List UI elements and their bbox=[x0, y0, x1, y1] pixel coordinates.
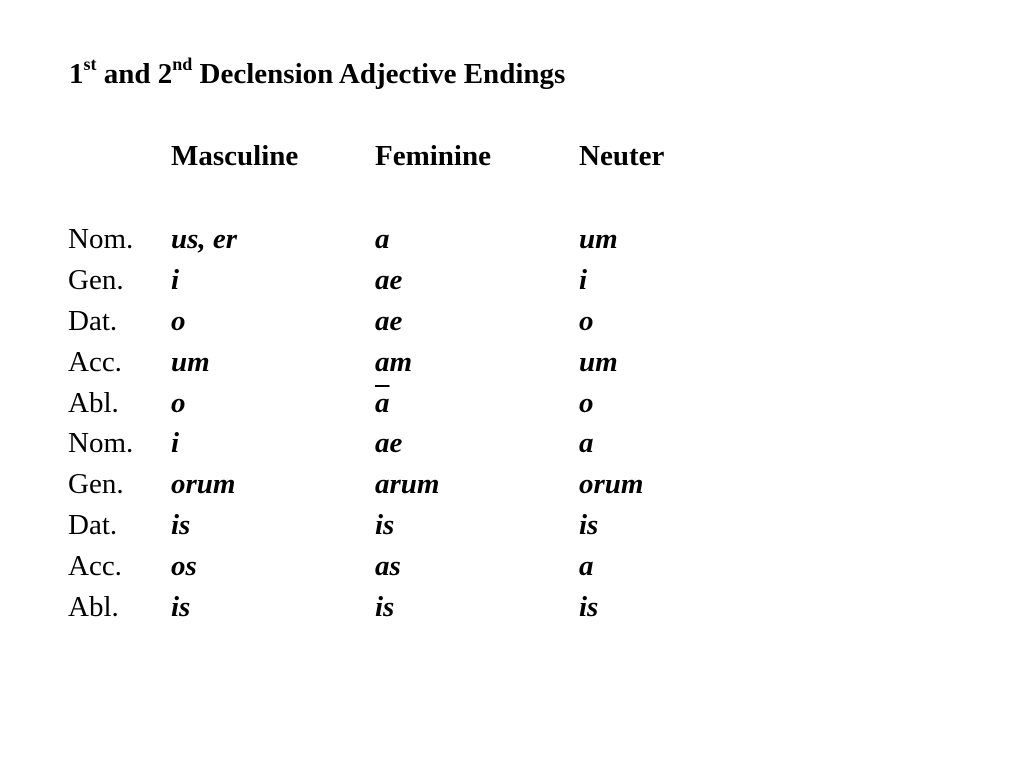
neuter-ending: a bbox=[579, 550, 594, 583]
neuter-ending: um bbox=[579, 345, 618, 378]
title-and: and bbox=[96, 58, 158, 90]
masculine-ending: um bbox=[171, 345, 210, 378]
header-feminine: Feminine bbox=[375, 140, 491, 172]
case-label: Acc. bbox=[68, 345, 122, 378]
masculine-ending: o bbox=[171, 304, 186, 337]
feminine-ending: as bbox=[375, 550, 401, 583]
masculine-ending: i bbox=[171, 263, 180, 296]
case-label: Gen. bbox=[68, 263, 124, 296]
table-row bbox=[0, 386, 1024, 427]
page-title bbox=[69, 54, 566, 91]
title-rest: Declension Adjective Endings bbox=[192, 58, 566, 90]
header-masculine: Masculine bbox=[171, 140, 299, 172]
neuter-ending: orum bbox=[579, 468, 644, 501]
case-label: Nom. bbox=[68, 223, 134, 255]
feminine-ending: is bbox=[375, 509, 395, 542]
table-row bbox=[0, 263, 1024, 304]
neuter-ending: a bbox=[579, 427, 594, 460]
feminine-ending-long-a: $\overline{a}$ bbox=[375, 386, 390, 419]
case-label: Dat. bbox=[68, 509, 118, 542]
table-row bbox=[0, 426, 1024, 467]
feminine-ending: ae bbox=[375, 263, 403, 296]
title-number-1: 1 bbox=[69, 58, 84, 90]
case-label: Nom. bbox=[68, 427, 134, 460]
feminine-ending: ae bbox=[375, 304, 403, 337]
feminine-ending: arum bbox=[375, 468, 440, 501]
table-row bbox=[0, 345, 1024, 386]
feminine-ending: ae bbox=[375, 427, 403, 460]
title-number-2: 2 bbox=[157, 58, 173, 90]
masculine-ending: us, er bbox=[171, 223, 238, 255]
masculine-ending: is bbox=[171, 591, 191, 624]
title-superscript-1: st bbox=[83, 54, 97, 75]
neuter-ending: is bbox=[579, 591, 599, 624]
neuter-ending: i bbox=[579, 263, 588, 296]
masculine-ending: orum bbox=[171, 468, 236, 501]
table-row bbox=[0, 222, 1024, 263]
case-label: Abl. bbox=[68, 591, 119, 624]
neuter-ending: o bbox=[579, 386, 594, 419]
neuter-ending: is bbox=[579, 509, 599, 542]
table-row bbox=[0, 549, 1024, 590]
case-label: Gen. bbox=[68, 468, 124, 501]
masculine-ending: i bbox=[171, 427, 180, 460]
endings-table bbox=[0, 222, 1024, 631]
table-row bbox=[0, 467, 1024, 508]
title-superscript-2: nd bbox=[172, 54, 193, 75]
table-row bbox=[0, 590, 1024, 631]
case-label: Dat. bbox=[68, 304, 118, 337]
masculine-ending: o bbox=[171, 386, 186, 419]
case-label: Abl. bbox=[68, 386, 119, 419]
header-neuter: Neuter bbox=[579, 140, 665, 172]
case-label: Acc. bbox=[68, 550, 122, 583]
table-row bbox=[0, 304, 1024, 345]
neuter-ending: um bbox=[579, 223, 618, 255]
masculine-ending: is bbox=[171, 509, 191, 542]
feminine-ending: am bbox=[375, 345, 413, 378]
feminine-ending: is bbox=[375, 591, 395, 624]
table-row bbox=[0, 508, 1024, 549]
feminine-ending: a bbox=[375, 223, 390, 255]
masculine-ending: os bbox=[171, 550, 197, 583]
neuter-ending: o bbox=[579, 304, 594, 337]
